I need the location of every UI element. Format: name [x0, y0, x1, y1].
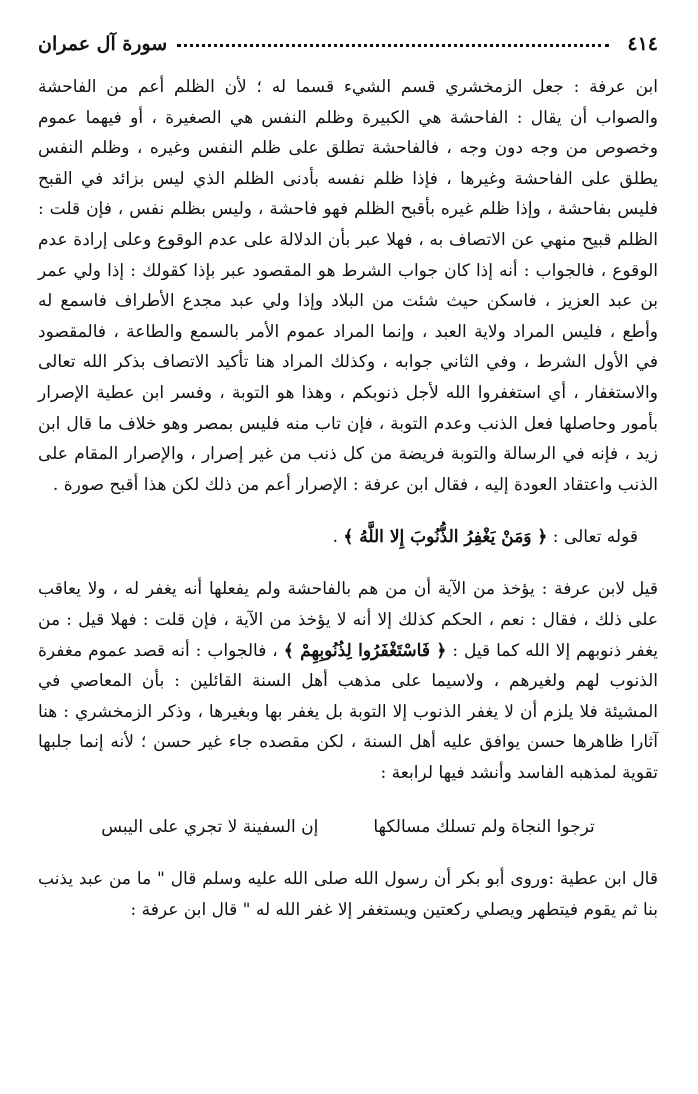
verse-heading-prefix: قوله تعالى :: [552, 527, 638, 548]
running-header: [38, 26, 658, 62]
paragraph-2-part-1: قيل لابن عرفة : يؤخذ من الآية أن من هم بالفاحشة ولم يفعلها أنه يغفر له ، ولا يعاقب على ذلك ، فقال : نعم ، الحكم كذلك إلا أنه لا يؤخذ من الآية ، فإن قلت : فهلا قيل : من يغفر ذنوبهم إلا الله كما قيل :: [38, 579, 659, 661]
poem-second-hemistich: إن السفينة لا تجري على اليبس: [101, 817, 319, 838]
commentary-paragraph-2: [38, 574, 658, 788]
page-number: ٤١٤: [627, 33, 658, 55]
poem-verse: [38, 812, 658, 842]
surah-title: سورة آل عمران: [38, 33, 168, 55]
verse-heading: [38, 522, 658, 552]
commentary-paragraph-3: قال ابن عطية :وروى أبو بكر أن رسول الله صلى الله عليه وسلم قال " ما من عبد يذنب بنا ثم يقوم فيتطهر ويصلي ركعتين ويستغفر إلا غفر الله له " قال ابن عرفة :: [38, 869, 658, 921]
paragraph-2-part-2: ، فالجواب : أنه قصد عموم مغفرة الذنوب لهم ولغيرهم ، ولاسيما على مذهب أهل السنة القائلين : بأن المعاصي في المشيئة فلا يلزم أن لا يغفر الذنوب إلا التوبة بل يغفر بها وبغيرها ، وذكر الزمخشري : هنا آثارا ظاهرها حسن يوافق عليه أهل السنة ، لكن مقصده جاء غير حسن ؛ لأنه إنما جلبها تقوية لمذهبه الفاسد وأنشد فيها لرابعة :: [38, 640, 658, 783]
quran-verse-quote: ﴿ وَمَنْ يَغْفِرُ الذُّنُوبَ إِلا اللَّهُ ﴾: [343, 527, 548, 548]
verse-heading-suffix: .: [332, 527, 338, 548]
quran-inline-quote: ﴿ فَاسْتَغْفَرُوا لِذُنُوبِهِمْ ﴾: [283, 640, 447, 661]
commentary-paragraph-1: ابن عرفة : جعل الزمخشري قسم الشيء قسما له ؛ لأن الظلم أعم من الفاحشة والصواب أن يقال : الفاحشة هي الكبيرة وظلم النفس هي الصغيرة ، أو فيهما عموم وخصوص من وجه دون وجه ، فالفاحشة تطلق على ظلم النفس وغيره ، وظلم النفس يطلق على الفاحشة وغيرها ، فإذا ظلم نفسه بأدنى الظلم الذي ليس بزائد في القبح فليس بفاحشة ، وإذا ظلم غيره بأقبح الظلم فهو فاحشة ، وليس بظلم نفس ، فإن قلت : الظلم قبيح منهي عن الاتصاف به ، فهلا عبر بأن الدلالة على عدم الوقوع وعلى إرادة عدم الوقوع ، فالجواب : أنه إذا كان جواب الشرط هو المقصود عبر بإذا كقولك : إذا ولي عمر بن عبد العزيز ، فاسكن حيث شئت من البلاد وإذا ولي عبد مجدع الأطراف فاسمع له وأطع ، فليس المراد ولاية العبد ، وإنما المراد عموم الأمر بالسمع والطاعة ، فالمقصود في الأول الشرط ، وفي الثاني جوابه ، وكذلك المراد هنا تأكيد الاتصاف بذكر الله تعالى والاستغفار ، أي استغفروا الله لأجل ذنوبكم ، وهذا هو التوبة ، وفسر ابن عطية الإصرار بأمور وحاصلها فعل الذنب وعدم التوبة ، فإن تاب منه فليس بمصر وهو خلاف ما قال ابن زيد ، فإنه في الرسالة والتوبة فريضة من كل ذنب من غير إصرار ، والإصرار المقام على الذنب واعتقاد العودة إليه ، فقال ابن عرفة : الإصرار أعم من ذلك لكن هذا أقبح صورة .: [38, 77, 658, 495]
poem-first-hemistich: ترجوا النجاة ولم تسلك مسالكها: [373, 817, 595, 838]
header-dotted-rule: [177, 44, 609, 47]
